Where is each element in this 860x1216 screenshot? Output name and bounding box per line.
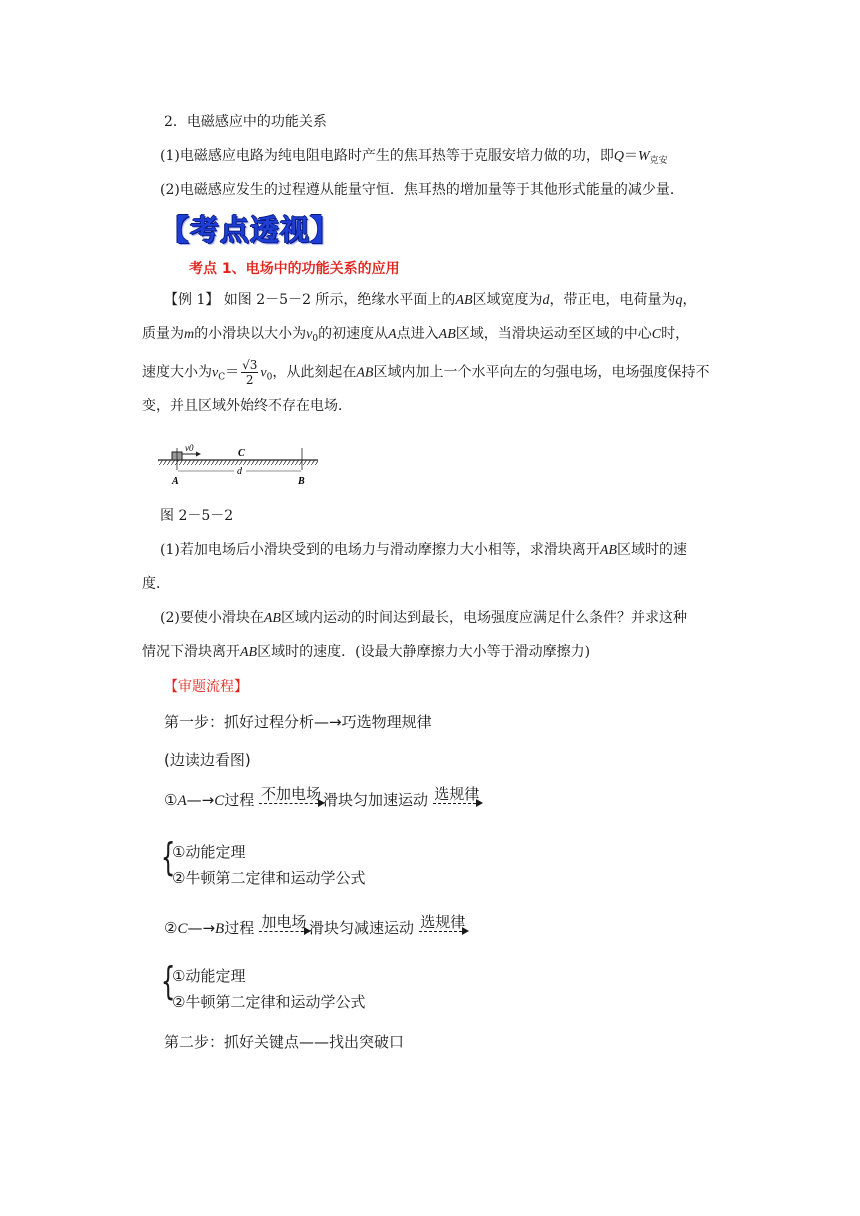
banner-heading: 【考点透视】 (160, 213, 341, 247)
label-B: B (298, 476, 305, 486)
brace-2: { (160, 959, 176, 1003)
flow-note: (边读边看图) (164, 751, 251, 769)
ground-hatch (158, 460, 318, 465)
question-2-cont: 情况下滑块离开AB区域时的速度．(设最大静摩擦力大小等于滑动摩擦力) (142, 644, 591, 660)
flow-step-2: 第二步：抓好关键点——找出突破口 (164, 1033, 405, 1051)
kaodian-heading: 考点 1、电场中的功能关系的应用 (189, 261, 400, 277)
example-line-2: 质量为m的小滑块以大小为$v_0$的初速度从A点进入AB区域，当滑块运动至区域的中心C时， (142, 326, 690, 344)
condition-arrow-1: 不加电场 (261, 785, 322, 803)
label-A: A (172, 476, 179, 486)
label-C: C (238, 448, 245, 459)
rule-arrow-2: 选规律 (420, 913, 466, 931)
section-item-1: (1)电磁感应电路为纯电阻电路时产生的焦耳热等于克服安培力做的功，即$Q=W_{克安}$ (160, 148, 668, 166)
figure-caption: 图 2－5－2 (160, 508, 234, 524)
flow-option-2b: ②牛顿第二定律和运动学公式 (172, 993, 366, 1011)
brace-1: { (160, 835, 176, 879)
flow-step-1: 第一步：抓好过程分析—→巧选物理规律 (164, 713, 432, 731)
flow-option-1a: ①动能定理 (172, 843, 246, 861)
fraction: $\frac{√3}{2}$ (242, 358, 258, 387)
label-v0: v0 (185, 443, 194, 453)
section-item-2: (2)电磁感应发生的过程遵从能量守恒．焦耳热的增加量等于其他形式能量的减少量． (160, 182, 684, 198)
question-2: (2)要使小滑块在AB区域内运动的时间达到最长，电场强度应满足什么条件？并求这种 (160, 610, 687, 626)
flow-option-2a: ①动能定理 (172, 967, 246, 985)
flow-process-2: ②C—→B过程 加电场 滑块匀减速运动 选规律 (164, 913, 466, 937)
flow-option-1b: ②牛顿第二定律和运动学公式 (172, 869, 366, 887)
flow-process-1: ①A—→C过程 不加电场 滑块匀加速运动 选规律 (164, 785, 480, 809)
process-label: 【审题流程】 (164, 679, 248, 695)
label-d: d (237, 466, 242, 477)
example-line-4: 变，并且区域外始终不存在电场． (142, 398, 352, 414)
example-line-3: 速度大小为$v_C=$ $\frac{√3}{2}$ $v_0$，从此刻起在AB区域内加上一个水平向左的匀强电场，电场强度保持不 (142, 358, 710, 387)
question-1: (1)若加电场后小滑块受到的电场力与滑动摩擦力大小相等，求滑块离开AB区域时的速 (160, 542, 687, 558)
question-1-cont: 度． (142, 576, 170, 592)
velocity-arrowhead (196, 452, 201, 457)
example-line-1: 【例 1】 如图 2－5－2 所示，绝缘水平面上的AB区域宽度为d，带正电，电荷量为q， (164, 292, 697, 308)
condition-arrow-2: 加电场 (259, 914, 309, 932)
section-title: 2．电磁感应中的功能关系 (164, 114, 327, 130)
rule-arrow-1: 选规律 (434, 785, 480, 803)
track-figure (156, 440, 326, 486)
